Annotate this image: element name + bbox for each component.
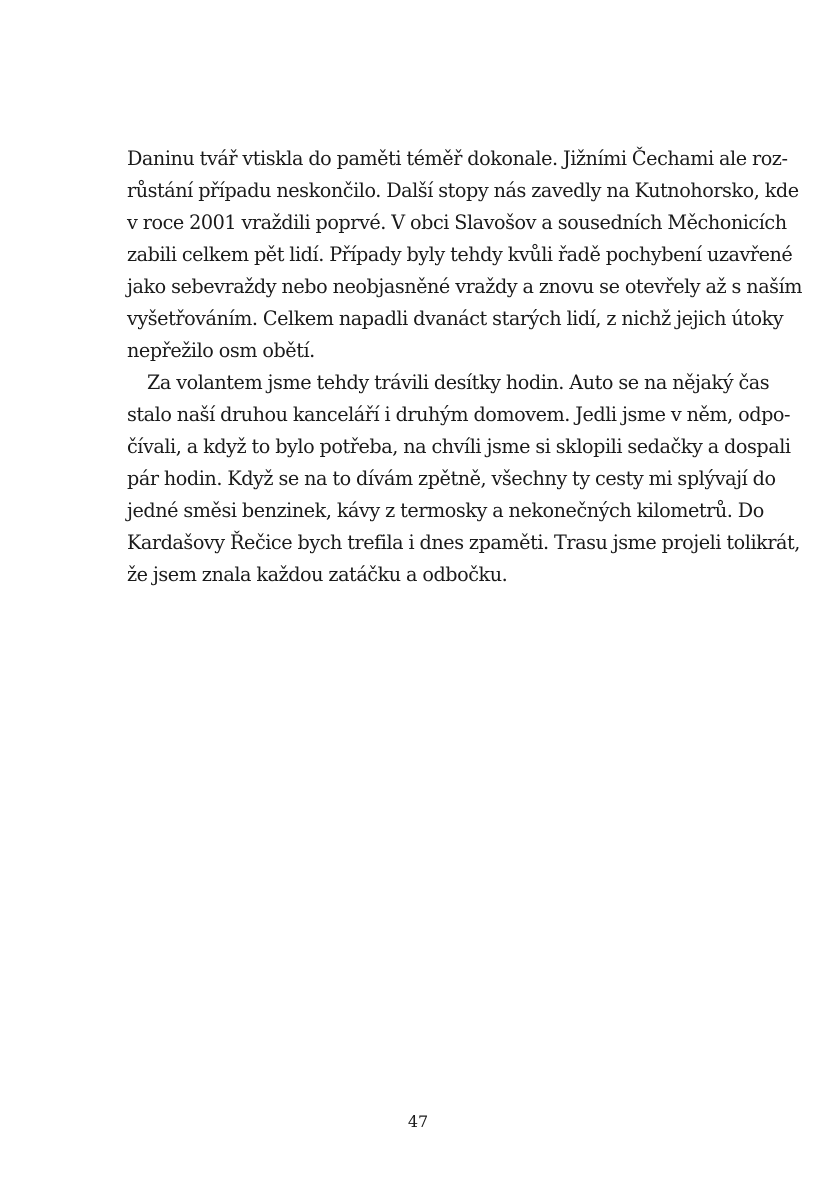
paragraph-2	[127, 367, 800, 591]
text-line: jedné směsi benzinek, kávy z termosky a nekonečných kilometrů. Do	[127, 499, 764, 522]
text-line: nepřežilo osm obětí.	[127, 339, 315, 362]
text-line: vyšetřováním. Celkem napadli dvanáct starých lidí, z nichž jejich útoky	[127, 307, 784, 330]
text-line: jako sebevraždy nebo neobjasněné vraždy a znovu se otevřely až s naším	[127, 275, 803, 298]
text-line: zabili celkem pět lidí. Případy byly tehdy kvůli řadě pochybení uzavřené	[127, 243, 793, 266]
text-line: že jsem znala každou zatáčku a odbočku.	[127, 563, 508, 586]
text-line: Za volantem jsme tehdy trávili desítky hodin. Auto se na nějaký čas	[147, 371, 770, 394]
text-line: v roce 2001 vraždili poprvé. V obci Slavošov a sousedních Měchonicích	[127, 211, 787, 234]
text-line: Daninu tvář vtiskla do paměti téměř dokonale. Jižními Čechami ale roz-	[127, 147, 788, 170]
text-line: čívali, a když to bylo potřeba, na chvíli jsme si sklopili sedačky a dospali	[127, 435, 791, 458]
page-number: 47	[407, 1112, 429, 1131]
body-text	[127, 143, 803, 591]
text-line: růstání případu neskončilo. Další stopy nás zavedly na Kutnohorsko, kde	[127, 179, 799, 202]
text-line: stalo naší druhou kanceláří i druhým domovem. Jedli jsme v něm, odpo-	[127, 403, 791, 426]
text-line: pár hodin. Když se na to dívám zpětně, všechny ty cesty mi splývají do	[127, 467, 776, 490]
paragraph-1	[127, 143, 803, 367]
text-line: Kardašovy Řečice bych trefila i dnes zpaměti. Trasu jsme projeli tolikrát,	[127, 531, 800, 554]
